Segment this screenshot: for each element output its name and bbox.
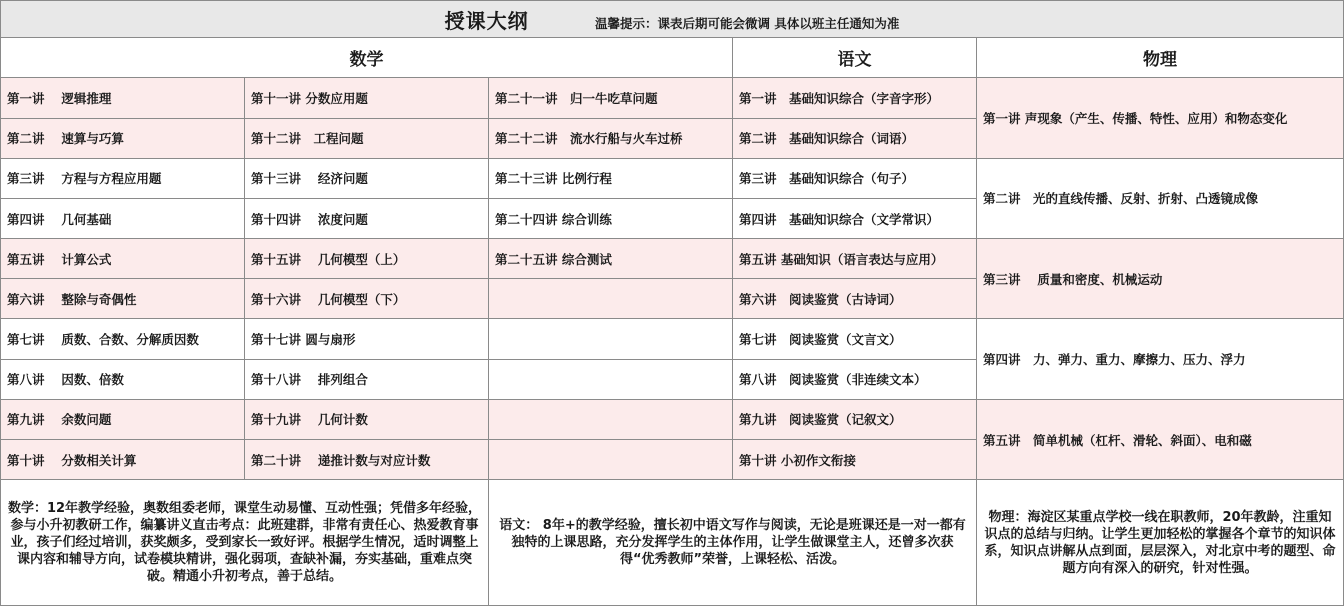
math-lesson-cell (489, 319, 733, 359)
math-lesson-cell: 第二十一讲 归一牛吃草问题 (489, 78, 733, 118)
chinese-lesson-cell: 第二讲 基础知识综合（词语） (733, 118, 977, 158)
chinese-lesson-cell: 第六讲 阅读鉴赏（古诗词） (733, 279, 977, 319)
subject-header-chinese: 语文 (733, 38, 977, 78)
physics-lesson-cell: 第四讲 力、弹力、重力、摩擦力、压力、浮力 (977, 319, 1344, 399)
math-lesson-cell (489, 399, 733, 439)
math-lesson-cell: 第十六讲 几何模型（下） (245, 279, 489, 319)
math-lesson-cell: 第十二讲 工程问题 (245, 118, 489, 158)
lesson-row (1, 239, 1344, 279)
physics-teacher-description: 物理：海淀区某重点学校一线在职教师，20年教龄，注重知识点的总结与归纳。让学生更加轻松的掌握各个章节的知识体系，知识点讲解从点到面，层层深入，对北京中考的题型、命题方向有深入的研究，针对性强。 (977, 480, 1344, 606)
chinese-lesson-cell: 第一讲 基础知识综合（字音字形） (733, 78, 977, 118)
math-lesson-cell: 第二讲 速算与巧算 (1, 118, 245, 158)
subject-header-physics: 物理 (977, 38, 1344, 78)
title-bar (1, 1, 1344, 38)
page-title: 授课大纲 (444, 8, 529, 33)
physics-lesson-cell: 第三讲 质量和密度、机械运动 (977, 239, 1344, 319)
chinese-lesson-cell: 第八讲 阅读鉴赏（非连续文本） (733, 359, 977, 399)
lesson-row (1, 78, 1344, 118)
math-lesson-cell: 第二十五讲 综合测试 (489, 239, 733, 279)
math-lesson-cell: 第九讲 余数问题 (1, 399, 245, 439)
math-lesson-cell (489, 440, 733, 480)
math-lesson-cell: 第八讲 因数、倍数 (1, 359, 245, 399)
physics-lesson-cell: 第五讲 简单机械（杠杆、滑轮、斜面）、电和磁 (977, 399, 1344, 479)
lesson-row (1, 158, 1344, 198)
math-lesson-cell: 第六讲 整除与奇偶性 (1, 279, 245, 319)
math-lesson-cell: 第四讲 几何基础 (1, 198, 245, 238)
math-lesson-cell: 第一讲 逻辑推理 (1, 78, 245, 118)
math-lesson-cell: 第五讲 计算公式 (1, 239, 245, 279)
subject-header-math: 数学 (1, 38, 733, 78)
chinese-lesson-cell: 第四讲 基础知识综合（文学常识） (733, 198, 977, 238)
math-lesson-cell: 第二十四讲 综合训练 (489, 198, 733, 238)
math-lesson-cell (489, 359, 733, 399)
math-lesson-cell: 第二十二讲 流水行船与火车过桥 (489, 118, 733, 158)
math-lesson-cell: 第七讲 质数、合数、分解质因数 (1, 319, 245, 359)
chinese-lesson-cell: 第五讲 基础知识（语言表达与应用） (733, 239, 977, 279)
math-lesson-cell (489, 279, 733, 319)
chinese-lesson-cell: 第七讲 阅读鉴赏（文言文） (733, 319, 977, 359)
math-lesson-cell: 第二十讲 递推计数与对应计数 (245, 440, 489, 480)
physics-lesson-cell: 第二讲 光的直线传播、反射、折射、凸透镜成像 (977, 158, 1344, 238)
math-lesson-cell: 第十一讲 分数应用题 (245, 78, 489, 118)
math-lesson-cell: 第十讲 分数相关计算 (1, 440, 245, 480)
math-lesson-cell: 第十三讲 经济问题 (245, 158, 489, 198)
math-lesson-cell: 第十七讲 圆与扇形 (245, 319, 489, 359)
chinese-lesson-cell: 第九讲 阅读鉴赏（记叙文） (733, 399, 977, 439)
chinese-lesson-cell: 第三讲 基础知识综合（句子） (733, 158, 977, 198)
lesson-row (1, 399, 1344, 439)
math-lesson-cell: 第二十三讲 比例行程 (489, 158, 733, 198)
math-lesson-cell: 第十四讲 浓度问题 (245, 198, 489, 238)
math-lesson-cell: 第十九讲 几何计数 (245, 399, 489, 439)
lesson-row (1, 319, 1344, 359)
math-lesson-cell: 第十五讲 几何模型（上） (245, 239, 489, 279)
physics-lesson-cell: 第一讲 声现象（产生、传播、特性、应用）和物态变化 (977, 78, 1344, 158)
chinese-lesson-cell: 第十讲 小初作文衔接 (733, 440, 977, 480)
chinese-teacher-description: 语文： 8年+的教学经验，擅长初中语文写作与阅读，无论是班课还是一对一都有独特的上课思路，充分发挥学生的主体作用，让学生做课堂主人，还曾多次获得“优秀教师”荣誉，上课轻松、活泼。 (489, 480, 977, 606)
math-teacher-description: 数学：12年教学经验，奥数组委老师，课堂生动易懂、互动性强；凭借多年经验，参与小升初教研工作，编纂讲义直击考点：此班建群，非常有责任心、热爱教育事业，孩子们经过培训，获奖颇多，受到家长一致好评。根据学生情况，适时调整上课内容和辅导方向，试卷模块精讲，强化弱项，查缺补漏，夯实基础，重难点突破。精通小升初考点，善于总结。 (1, 480, 489, 606)
math-lesson-cell: 第三讲 方程与方程应用题 (1, 158, 245, 198)
notice-text: 温馨提示：课表后期可能会微调 具体以班主任通知为准 (595, 15, 900, 31)
math-lesson-cell: 第十八讲 排列组合 (245, 359, 489, 399)
